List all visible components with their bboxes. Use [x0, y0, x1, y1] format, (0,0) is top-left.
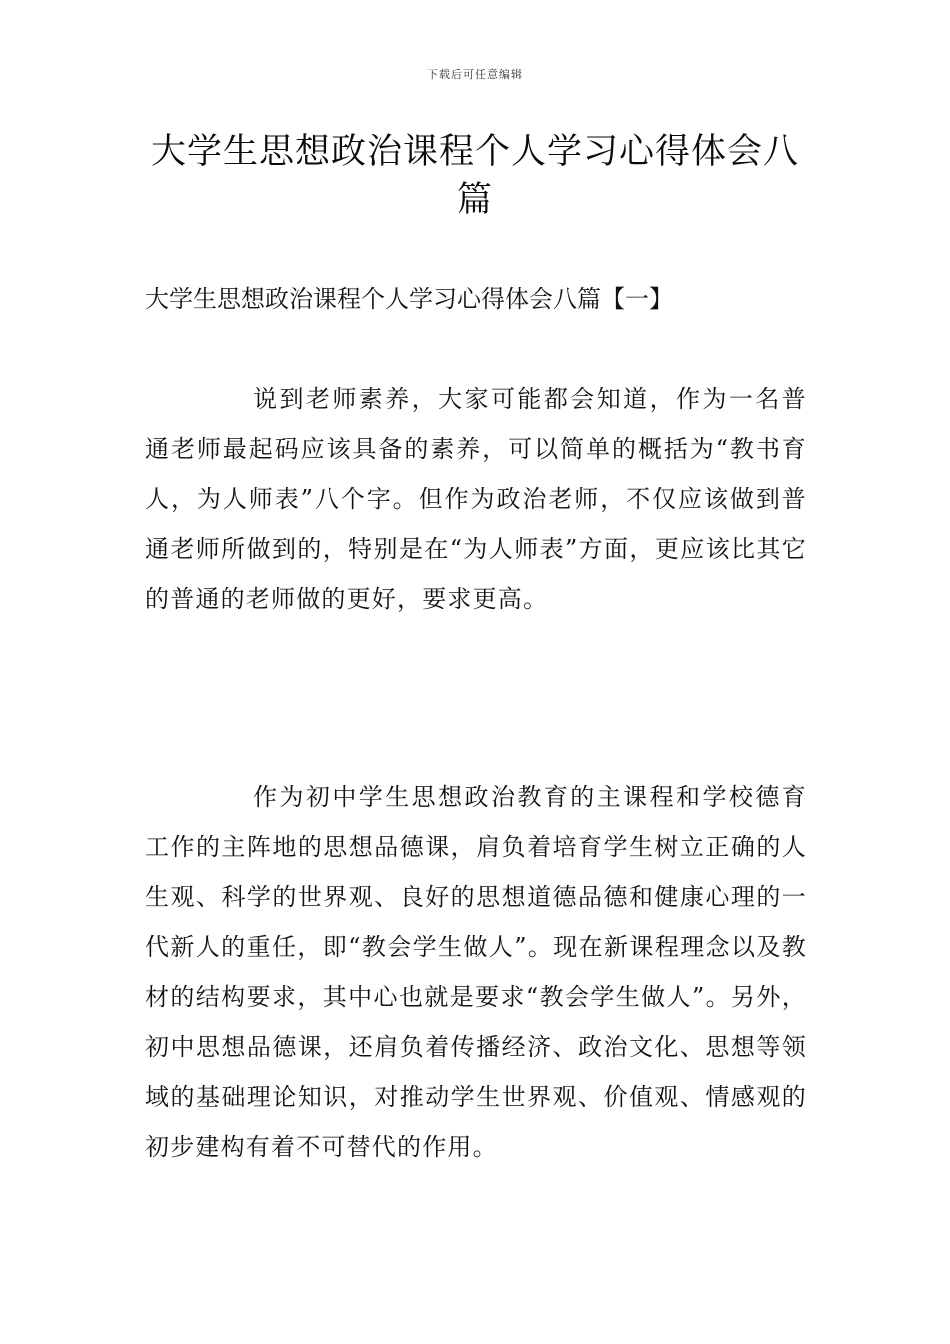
body-paragraph: 作为初中学生思想政治教育的主课程和学校德育工作的主阵地的思想品德课，肩负着培育学生树立正确的人生观、科学的世界观、良好的思想道德品德和健康心理的一代新人的重任，即“教会学生做人”。现在新课程理念以及教材的结构要求，其中心也就是要求“教会学生做人”。另外，初中思想品德课，还肩负着传播经济、政治文化、思想等领域的基础理论知识，对推动学生世界观、价值观、情感观的初步建构有着不可替代的作用。: [145, 783, 807, 1161]
section-heading: 大学生思想政治课程个人学习心得体会八篇【一】: [145, 285, 673, 313]
header-note: 下载后可任意编辑: [427, 68, 523, 81]
document-title: 大学生思想政治课程个人学习心得体会八篇: [150, 132, 799, 220]
body-paragraph: 说到老师素养，大家可能都会知道，作为一名普通老师最起码应该具备的素养，可以简单的概括为“教书育人，为人师表”八个字。但作为政治老师，不仅应该做到普通老师所做到的，特别是在“为人师表”方面，更应该比其它的普通的老师做的更好，要求更高。: [145, 385, 807, 613]
